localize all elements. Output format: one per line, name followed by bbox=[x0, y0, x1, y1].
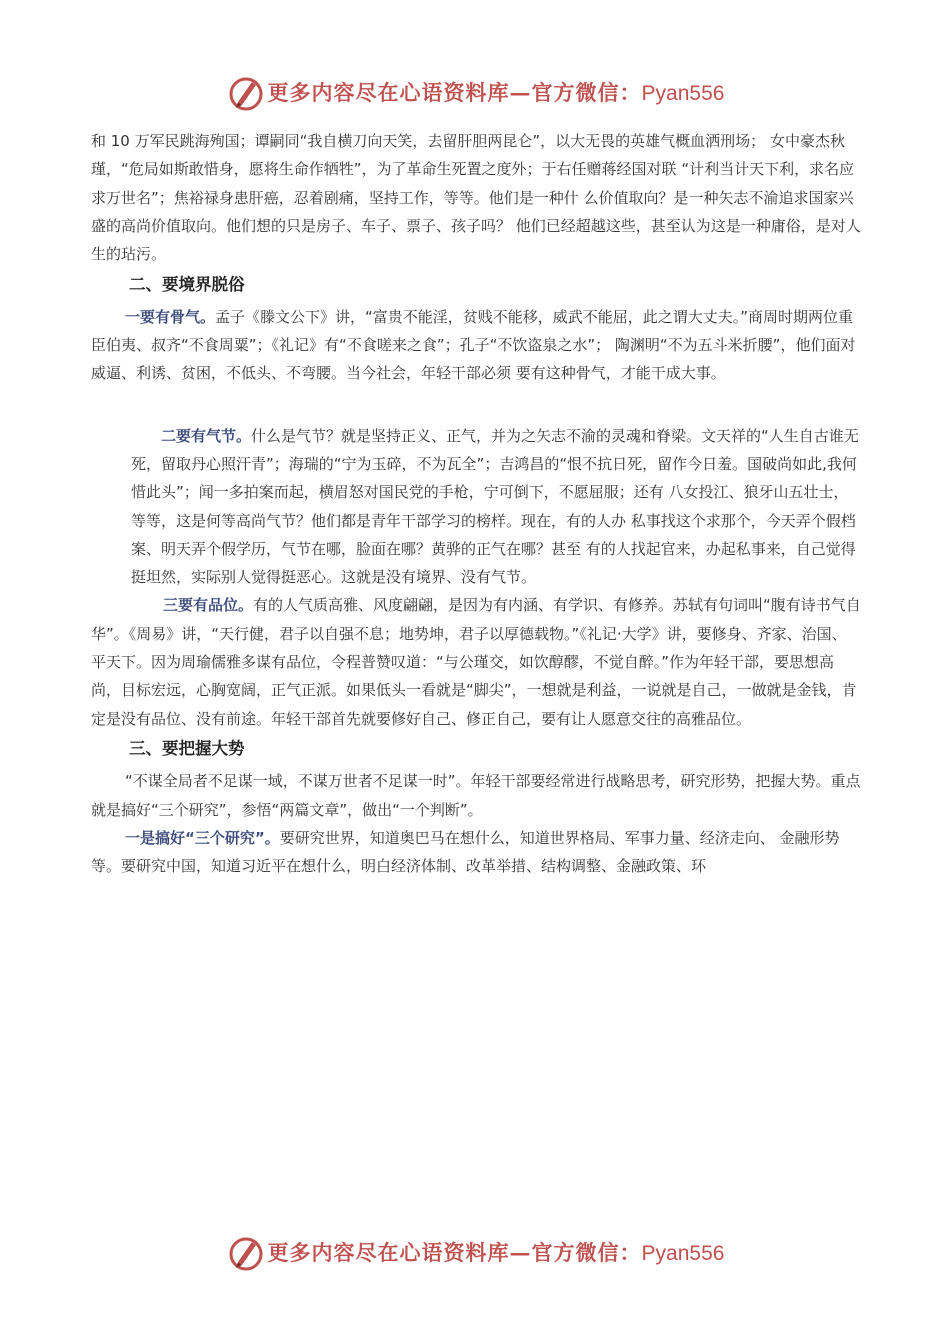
paragraph-backbone-text: 孟子《滕文公下》讲，“富贵不能淫，贫贱不能移，威武不能屈，此之谓大丈夫。”商周时期两位重臣伯夷、叔齐“不食周粟”；《礼记》有“不食嗟来之食”；孔子“不饮盗泉之水”； 陶渊明“不为五斗米折腰”，他们面对威逼、利诱、贫困，不低头、不弯腰。当今社会，年轻干部必须 要有这种骨气，才能干成大事。 bbox=[91, 307, 856, 383]
paragraph-integrity-label: 二要有气节。 bbox=[161, 426, 252, 445]
spacer bbox=[91, 388, 861, 422]
section-heading-2: 二、要境界脱俗 bbox=[129, 275, 245, 295]
paragraph-backbone-label: 一要有骨气。 bbox=[125, 307, 216, 326]
banner-wechat: Pyan556 bbox=[641, 82, 725, 105]
footer-banner bbox=[0, 1230, 950, 1274]
banner-text bbox=[268, 1237, 725, 1267]
header-banner bbox=[0, 70, 950, 114]
paragraph-integrity bbox=[91, 422, 861, 592]
paragraph-research-label: 一是搞好“三个研究”。 bbox=[125, 828, 280, 847]
paragraph-integrity-text: 什么是气节？就是坚持正义、正气，并为之矢志不渝的灵魂和脊梁。文天祥的“人生自古谁无死，留取丹心照汗青”；海瑞的“宁为玉碎，不为瓦全”；吉鸿昌的“恨不抗日死，留作今日羞。国破尚如此,我何惜此头”；闻一多拍案而起，横眉怒对国民党的手枪，宁可倒下，不愿屈服；还有 八女投江、狼牙山五壮士，等等，这是何等高尚气节？他们都是青年干部学习的榜样。现在，有的人办 私事找这个求那个，今天弄个假档案、明天弄个假学历，气节在哪，脸面在哪？黄骅的正气在哪？甚至 有的人找起官来，办起私事来，自己觉得挺坦然，实际别人觉得挺恶心。这就是没有境界、没有气节。 bbox=[131, 426, 859, 587]
paragraph-trend: “不谋全局者不足谋一域，不谋万世者不足谋一时”。年轻干部要经常进行战略思考，研究形势，把握大势。重点就是搞好“三个研究”，参悟“两篇文章”，做出“一个判断”。 bbox=[91, 772, 861, 819]
paragraph-taste-text: 有的人气质高雅、风度翩翩，是因为有内涵、有学识、有修养。苏轼有句词叫“腹有诗书气自华”。《周易》讲，“天行健，君子以自强不息；地势坤，君子以厚德载物。”《礼记·大学》讲，要修身、齐家、治国、平天下。因为周瑜儒雅多谋有品位，令程普赞叹道：“与公瑾交，如饮醇醪，不觉自醉。”作为年轻干部，要思想高尚，目标宏远，心胸宽阔，正气正派。如果低头一看就是“脚尖”，一想就是利益，一说就是自己，一做就是金钱，肯定是没有品位、没有前途。年轻干部首先就要修好自己、修正自己，要有让人愿意交往的高雅品位。 bbox=[91, 596, 861, 728]
paragraph-taste bbox=[91, 591, 861, 732]
banner-main: 更多内容尽在心语资料库—官方微信： bbox=[267, 80, 642, 105]
pen-logo-icon bbox=[226, 1232, 266, 1272]
paragraph-research-text: 要研究世界，知道奥巴马在想什么，知道世界格局、军事力量、经济走向、 金融形势等。要研究中国，知道习近平在想什么，明白经济体制、改革举措、结构调整、金融政策、环 bbox=[91, 828, 840, 876]
document-body bbox=[91, 127, 861, 880]
banner-main: 更多内容尽在心语资料库—官方微信： bbox=[267, 1240, 642, 1265]
paragraph-backbone bbox=[91, 303, 861, 388]
paragraph-research bbox=[91, 824, 861, 881]
banner-text bbox=[268, 77, 725, 107]
paragraph-1: 和 10 万军民跳海殉国；谭嗣同“我自横刀向天笑，去留肝胆两昆仑”，以大无畏的英雄气概血洒刑场； 女中豪杰秋瑾，“危局如斯敢惜身，愿将生命作牺牲”，为了革命生死置之度外；于右任赠蒋经国对联 “计利当计天下利，求名应求万世名”；焦裕禄身患肝癌，忍着剧痛，坚持工作，等等。他们是一种什 么价值取向？是一种矢志不渝追求国家兴盛的高尚价值取向。他们想的只是房子、车子、票子、孩子吗？ 他们已经超越这些，甚至认为这是一种庸俗，是对人生的玷污。 bbox=[91, 132, 861, 264]
section-heading-3: 三、要把握大势 bbox=[129, 738, 245, 758]
paragraph-taste-label: 三要有品位。 bbox=[163, 596, 254, 615]
banner-wechat: Pyan556 bbox=[641, 1242, 725, 1265]
pen-logo-icon bbox=[226, 72, 266, 112]
